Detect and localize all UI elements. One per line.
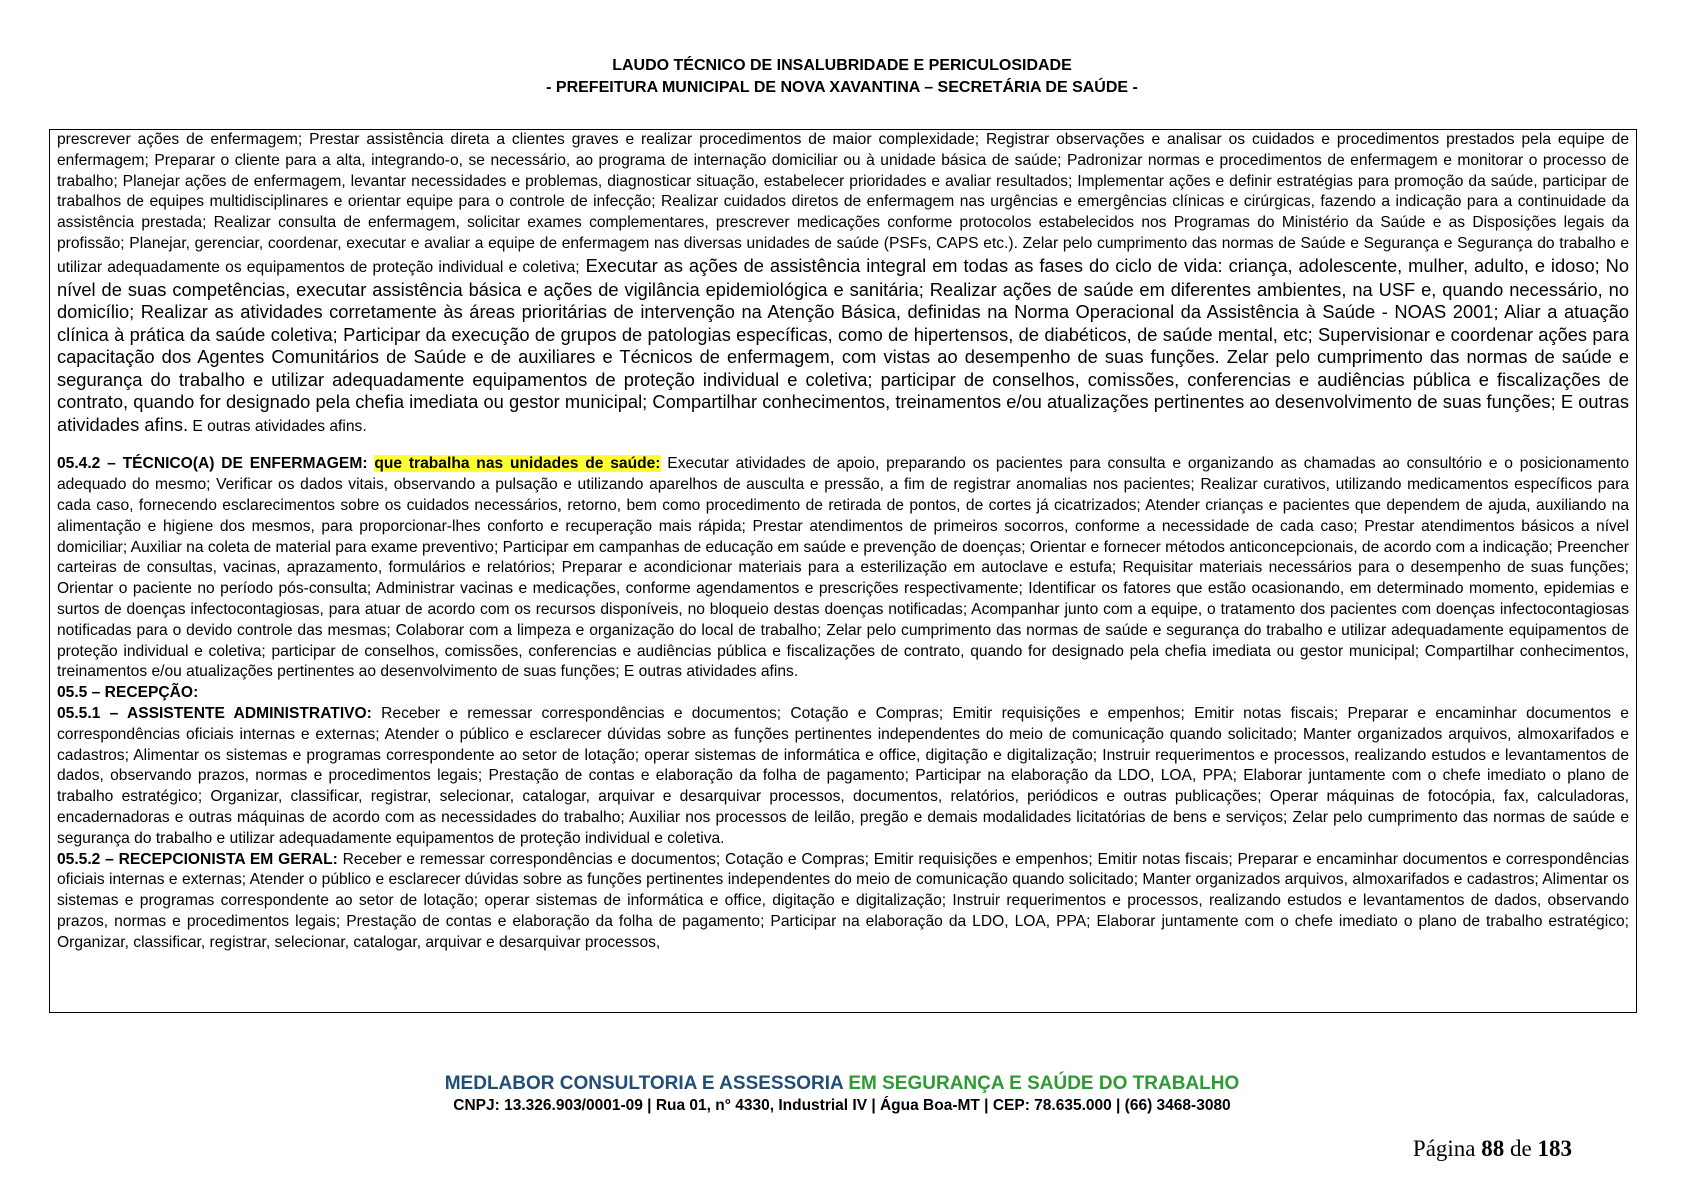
page-separator: de — [1504, 1136, 1538, 1161]
nurse-duties-paragraph — [57, 130, 1629, 437]
footer-company-tagline: EM SEGURANÇA E SAÚDE DO TRABALHO — [848, 1073, 1240, 1094]
section-0551 — [57, 704, 1629, 850]
section-0542-text: Executar atividades de apoio, preparando os pacientes para consulta e organizando as chamadas ao consultório e o posicionamento adequado do mesmo; Verificar os dados vitais, observando a pulsação e utilizando aparelhos de ausculta e pressão, a fim de registrar anomalias nos pacientes; Realizar curativos, utilizando medicamentos específicos para cada caso, fornecendo esclarecimentos sobre os cuidados necessários, retorno, bem como procedimento de retirada de pontos, de cortes já cicatrizados; Atender crianças e pacientes que dependem de ajuda, auxiliando na alimentação e higiene dos mesmos, para proporcionar-lhes conforto e recuperação mais rápida; Prestar atendimentos de primeiros socorros, conforme a necessidade de cada caso; Prestar atendimentos básicos a nível domiciliar; Auxiliar na coleta de material para exame preventivo; Participar em campanhas de educação em saúde e prevenção de doenças; Orientar e fornecer métodos anticoncepcionais, de acordo com a indicação; Preencher carteiras de consultas, vacinas, aprazamento, formulários e relatórios; Preparar e acondicionar materiais para a esterilização em autoclave e estufa; Requisitar materiais necessários para o desempenho de suas funções; Orientar o paciente no período pós-consulta; Administrar vacinas e medicações, conforme agendamentos e prescrições respectivamente; Identificar os fatores que estão ocasionando, em determinado momento, epidemias e surtos de doenças infectocontagiosas, para atuar de acordo com os recursos disponíveis, no bloqueio destas doenças notificadas; Acompanhar junto com a equipe, o tratamento dos pacientes com doenças infectocontagiosas notificadas para o devido controle das mesmas; Colaborar com a limpeza e organização do local de trabalho; Zelar pelo cumprimento das normas de saúde e segurança do trabalho e utilizar adequadamente equipamentos de proteção individual e coletiva; participar de conselhos, comissões, conferencias e audiências pública e fiscalizações de contrato, quando for designado pela chefia imediata ou gestor municipal; Compartilhar conhecimentos, treinamentos e/ou atualizações pertinentes ao desenvolvimento de suas funções; E outras atividades afins. — [57, 455, 1630, 681]
page-label: Página — [1412, 1136, 1482, 1161]
paragraph-large-text: Executar as ações de assistência integral em todas as fases do ciclo de vida: criança, adolescente, mulher, adulto, e idoso; No nível de suas competências, executar assistência básica e ações de vigilância epidemiológica e sanitária; Realizar ações de saúde em diferentes ambientes, na USF e, quando necessário, no domicílio; Realizar as atividades corretamente às áreas prioritárias de intervenção na Atenção Básica, definidas na Norma Operacional da Assistência à Saúde - NOAS 2001; Aliar a atuação clínica à prática da saúde coletiva; Participar da execução de grupos de patologias específicas, como de hipertensos, de diabéticos, de saúde mental, etc; Supervisionar e coordenar ações para capacitação dos Agentes Comunitários de Saúde e de auxiliares e Técnicos de enfermagem, com vistas ao desempenho de suas funções. Zelar pelo cumprimento das normas de saúde e segurança do trabalho e utilizar adequadamente equipamentos de proteção individual e coletiva; participar de conselhos, comissões, conferencias e audiências pública e fiscalizações de contrato, quando for designado pela chefia imediata ou gestor municipal; Compartilhar conhecimentos, treinamentos e/ou atualizações pertinentes ao desenvolvimento de suas funções; E outras atividades afins. — [57, 254, 1630, 435]
section-0552-text: Receber e remessar correspondências e documentos; Cotação e Compras; Emitir requisições e empenhos; Emitir notas fiscais; Preparar e encaminhar documentos e correspondências oficiais internas e externas; Atender o público e esclarecer dúvidas sobre as funções pertinentes independentes do meio de comunicação quando solicitado; Manter organizados arquivos, almoxarifados e cadastros; Alimentar os sistemas e programas correspondente ao setor de lotação; operar sistemas de informática e office, digitação e digitalização; Instruir requerimentos e processos, realizando estudos e levantamentos de dados, observando prazos, normas e procedimentos legais; Prestação de contas e elaboração da folha de pagamento; Participar na elaboração da LDO, LOA, PPA; Elaborar juntamente com o chefe imediato o plano de trabalho estratégico; Organizar, classificar, registrar, selecionar, catalogar, arquivar e desarquivar processos, — [57, 850, 1629, 951]
paragraph-small-text: prescrever ações de enfermagem; Prestar assistência direta a clientes graves e realizar procedimentos de maior complexidade; Registrar observações e analisar os cuidados e procedimentos prestados pela equipe de enfermagem; Preparar o cliente para a alta, integrando-o, se necessário, ao programa de internação domiciliar ou à unidade básica de saúde; Padronizar normas e procedimentos de enfermagem e monitorar o processo de trabalho; Planejar ações de enfermagem, levantar necessidades e problemas, diagnosticar situação, estabelecer prioridades e avaliar resultados; Implementar ações e definir estratégias para promoção da saúde, participar de trabalhos de equipes multidisciplinares e orientar equipe para o controle de infecção; Realizar cuidados diretos de enfermagem nas urgências e emergências clínicas e cirúrgicas, fazendo a indicação para a continuidade da assistência prestada; Realizar consulta de enfermagem, solicitar exames complementares, prescrever medicações conforme protocolos estabelecidos nos Programas do Ministério da Saúde e as Disposições legais da profissão; Planejar, gerenciar, coordenar, executar e avaliar a equipe de enfermagem nas diversas unidades de saúde (PSFs, CAPS etc.). Zelar pelo cumprimento das normas de Saúde e Segurança e Segurança do trabalho e utilizar adequadamente os equipamentos de proteção individual e coletiva; — [57, 131, 1629, 276]
section-0552 — [57, 850, 1629, 954]
section-0551-text: Receber e remessar correspondências e documentos; Cotação e Compras; Emitir requisições e empenhos; Emitir notas fiscais; Preparar e encaminhar documentos e correspondências oficiais internas e externas; Atender o público e esclarecer dúvidas sobre as funções pertinentes independentes do meio de comunicação quando solicitado; Manter organizados arquivos, almoxarifados e cadastros; Alimentar os sistemas e programas correspondente ao setor de lotação; operar sistemas de informática e office, digitação e digitalização; Instruir requerimentos e processos, realizando estudos e levantamentos de dados, observando prazos, normas e procedimentos legais; Prestação de contas e elaboração da folha de pagamento; Participar na elaboração da LDO, LOA, PPA; Elaborar juntamente com o chefe imediato o plano de trabalho estratégico; Organizar, classificar, registrar, selecionar, catalogar, arquivar e desarquivar processos, documentos, relatórios, periódicos e outras publicações; Operar máquinas de fotocópia, fax, calculadoras, encadernadoras e outras máquinas de acordo com as necessidades do trabalho; Auxiliar nos processos de leilão, pregão e demais modalidades licitatórias de bens e serviços; Zelar pelo cumprimento das normas de saúde e segurança do trabalho e utilizar adequadamente equipamentos de proteção individual e coletiva. — [57, 704, 1629, 847]
paragraph-spacer — [57, 437, 1629, 454]
section-0542-highlight: que trabalha nas unidades de saúde: — [374, 455, 661, 473]
page-number — [1413, 1136, 1572, 1162]
section-0551-title: 05.5.1 – ASSISTENTE ADMINISTRATIVO: — [57, 704, 372, 722]
section-0552-title: 05.5.2 – RECEPCIONISTA EM GERAL: — [57, 850, 338, 868]
footer-address: CNPJ: 13.326.903/0001-09 | Rua 01, n° 4330, Industrial IV | Água Boa-MT | CEP: 78.635.000 | (66) 3468-3080 — [453, 1097, 1231, 1114]
section-0542-title: 05.4.2 – TÉCNICO(A) DE ENFERMAGEM: — [57, 455, 375, 473]
content-box — [49, 129, 1637, 1013]
section-055-title: 05.5 – RECEPÇÃO: — [57, 684, 199, 702]
report-subtitle: - PREFEITURA MUNICIPAL DE NOVA XAVANTINA – SECRETÁRIA DE SAÚDE - — [546, 79, 1138, 96]
footer-company-name: MEDLABOR CONSULTORIA E ASSESSORIA — [444, 1073, 849, 1094]
paragraph-tail-text: E outras atividades afins. — [188, 417, 367, 435]
section-0542 — [57, 454, 1629, 683]
footer-company — [0, 1073, 1684, 1095]
page-total: 183 — [1537, 1136, 1572, 1161]
page-current: 88 — [1481, 1136, 1505, 1161]
report-title: LAUDO TÉCNICO DE INSALUBRIDADE E PERICULOSIDADE — [612, 57, 1072, 74]
section-055 — [57, 683, 1629, 704]
